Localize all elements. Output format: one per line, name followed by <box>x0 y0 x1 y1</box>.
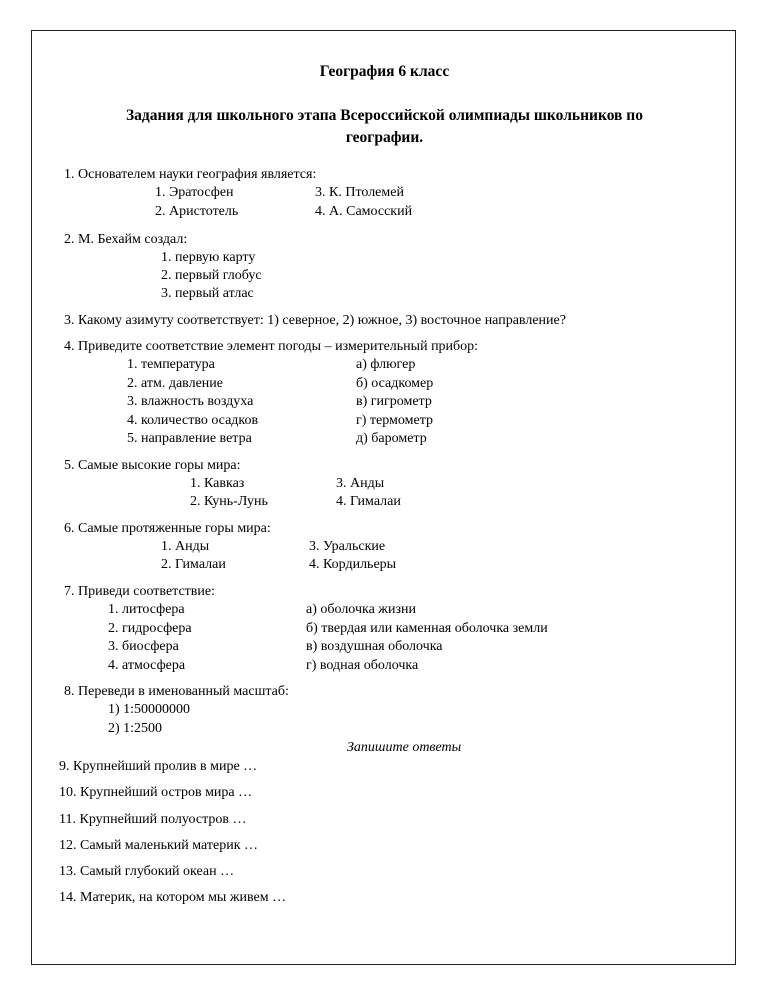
q4-right-e: д) барометр <box>356 431 427 446</box>
q4-right-b: б) осадкомер <box>356 376 434 391</box>
doc-title: География 6 класс <box>319 63 450 80</box>
q2-option-1: 1. первую карту <box>161 250 256 265</box>
q7-left-1: 1. литосфера <box>108 602 185 617</box>
q6-option-2: 2. Гималаи <box>161 557 226 572</box>
q5-option-3: 3. Анды <box>336 476 385 491</box>
q2-option-2: 2. первый глобус <box>161 268 262 283</box>
q5-option-2: 2. Кунь-Лунь <box>190 494 268 509</box>
q4-right-d: г) термометр <box>356 413 433 428</box>
q1-option-1: 1. Эратосфен <box>155 185 234 200</box>
doc-subtitle-line2: географии. <box>345 129 424 146</box>
q7-left-2: 2. гидросфера <box>108 621 192 636</box>
q5-option-1: 1. Кавказ <box>190 476 245 491</box>
q6-text: 6. Самые протяженные горы мира: <box>64 521 271 536</box>
q6-option-1: 1. Анды <box>161 539 210 554</box>
doc-subtitle-line1: Задания для школьного этапа Всероссийской олимпиады школьников по <box>126 107 643 124</box>
q6-option-4: 4. Кордильеры <box>309 557 397 572</box>
q7-right-c: в) воздушная оболочка <box>306 639 443 654</box>
q1-option-4: 4. А. Самосский <box>315 204 413 219</box>
answers-heading: Запишите ответы <box>347 740 462 755</box>
q4-left-1: 1. температура <box>127 357 215 372</box>
q1-option-3: 3. К. Птолемей <box>315 185 404 200</box>
q7-right-d: г) водная оболочка <box>306 658 419 673</box>
open-question-13: 13. Самый глубокий океан … <box>59 864 235 879</box>
q4-right-c: в) гигрометр <box>356 394 432 409</box>
open-question-11: 11. Крупнейший полуостров … <box>59 812 247 827</box>
q2-option-3: 3. первый атлас <box>161 286 254 301</box>
open-question-14: 14. Материк, на котором мы живем … <box>59 890 287 905</box>
q5-option-4: 4. Гималаи <box>336 494 401 509</box>
q2-text: 2. М. Бехайм создал: <box>64 232 188 247</box>
q8-item-1: 1) 1:50000000 <box>108 702 191 717</box>
q7-text: 7. Приведи соответствие: <box>64 584 215 599</box>
q3-text: 3. Какому азимуту соответствует: 1) северное, 2) южное, 3) восточное направление? <box>64 313 566 328</box>
q4-left-3: 3. влажность воздуха <box>127 394 254 409</box>
q4-left-4: 4. количество осадков <box>127 413 259 428</box>
q1-text: 1. Основателем науки география является: <box>64 167 317 182</box>
open-question-9: 9. Крупнейший пролив в мире … <box>59 759 258 774</box>
q8-text: 8. Переведи в именованный масштаб: <box>64 684 289 699</box>
q7-right-a: а) оболочка жизни <box>306 602 416 617</box>
q7-right-b: б) твердая или каменная оболочка земли <box>306 621 548 636</box>
q1-option-2: 2. Аристотель <box>155 204 239 219</box>
open-question-10: 10. Крупнейший остров мира … <box>59 785 253 800</box>
q7-left-3: 3. биосфера <box>108 639 179 654</box>
q7-left-4: 4. атмосфера <box>108 658 186 673</box>
q4-text: 4. Приведите соответствие элемент погоды – измерительный прибор: <box>64 339 479 354</box>
q4-left-5: 5. направление ветра <box>127 431 252 446</box>
document-page <box>31 30 736 965</box>
q5-text: 5. Самые высокие горы мира: <box>64 458 241 473</box>
q4-right-a: а) флюгер <box>356 357 416 372</box>
q6-option-3: 3. Уральские <box>309 539 386 554</box>
q8-item-2: 2) 1:2500 <box>108 721 163 736</box>
open-question-12: 12. Самый маленький материк … <box>59 838 259 853</box>
q4-left-2: 2. атм. давление <box>127 376 223 391</box>
